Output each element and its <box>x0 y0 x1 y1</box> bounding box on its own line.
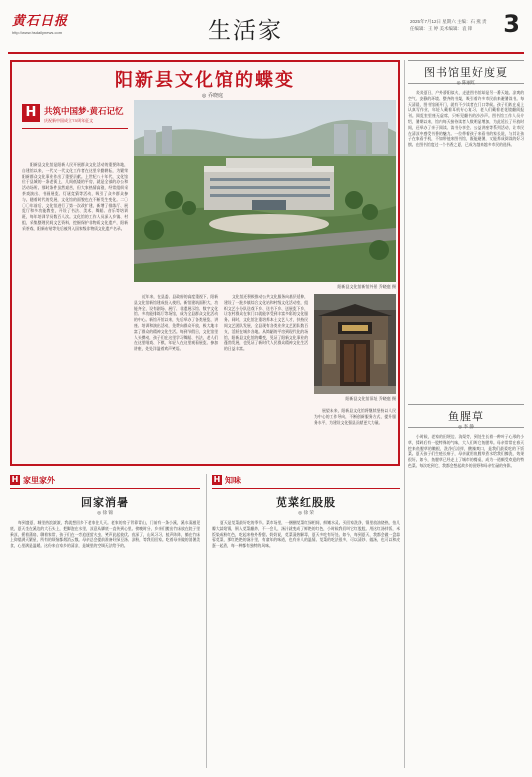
feature-body-col4: 展望未来，阳新县文化馆将继续坚持以人民为中心的工作导向，不断创新服务方式，提升服务水平，为建设文化强县贡献更大力量。 <box>314 408 396 425</box>
library-article-body: 炎炎夏日，户外骄阳似火，走进图书馆却是另一番天地。凉爽的空气、安静的环境、整齐的书架，吸引着许多市民前来避暑读书。每天清晨，图书馆刚开门，就有不少读者在门口等候。孩子们趴在桌上认真写作业，年轻人戴着耳机专心复习，老人们戴着老花镜翻阅报刊。阅览室里座无虚席，只听见翻书的沙沙声。图书馆工作人员介绍，暑期以来，馆内每天接待读者人数明显增加，为此延长了开放时间，还举办了亲子阅读、读书分享会、公益讲座等系列活动，让市民在清凉中感受书香的魅力。一位带着孩子来看书的家长说，与其让孩子在家看手机，不如带他来图书馆，既能避暑，又能养成阅读的好习惯。在图书馆度过一个书香之夏，已成为越来越多市民的选择。 <box>408 90 524 148</box>
section-h-icon: H <box>11 475 19 484</box>
feature-article <box>10 60 400 466</box>
old-building-photo-image <box>314 294 396 394</box>
feature-photo-new-building <box>134 100 396 282</box>
section-label-text: 家里家外 <box>23 474 55 485</box>
section-label-taste <box>212 474 241 486</box>
library-article-byline: ◎ 陈丽红 <box>456 81 476 86</box>
feature-body-col2: 近年来，在县委、县政府的高度重视下，阳新县文化馆新馆建成投入使用。新馆建筑面积大，功能齐全，设有剧场、展厅、非遗展示馆、数字文化馆、多功能排练厅等场馆，成为全县群众文化活动的中心。新馆开馆以来，先后举办了各类展览、讲座、培训和演出活动，免费向群众开放，极大地丰富了群众的精神文化生活。每到节假日，文化馆里人头攒动，孩子们在这里学习舞蹈、书法，老人们在这里唱戏、下棋，年轻人在这里观看展览、参加讲座，处处洋溢着欢声笑语。 <box>134 294 218 352</box>
column-tag-subtitle: 庆祝新中国成立75周年征文 <box>44 118 94 123</box>
amaranth-article-byline: ◎ 徐 荣 <box>298 511 314 516</box>
section-label-text: 知味 <box>225 474 241 485</box>
home-article-body: 每到盛夏，城里热浪滚滚，我就想回乡下老家住几天。老家的房子背靠青山，门前有一条小溪，溪水清澈见底，夏天坐在溪边的大石头上，把脚泡在水里，凉意从脚底一直传到心里。傍晚时分，乡亲们搬出竹床放在院子里乘凉，摇着蒲扇，聊着家常，孩子们在一旁追逐萤火虫，笑声此起彼伏。夜深了，山风习习，蛙声阵阵，躺在竹床上仰望满天繁星，所有的烦恼都烟消云散。母亲总会提前准备好绿豆汤、凉粉，等我们回家。吃着母亲做的消暑美食，心里满是温暖。这份来自家乡的清凉，是城里的空调无法给予的。 <box>10 520 200 549</box>
amaranth-article-title: 苋菜红股股 <box>276 496 336 509</box>
column-separator <box>404 60 405 768</box>
section-rule <box>10 488 200 489</box>
amaranth-article-body: 夏天是苋菜最好吃的季节。菜市场里，一捆捆苋菜红绿相间，鲜嫩水灵。买回家洗净，锅里放油烧热，拍几瓣大蒜炝锅，倒入苋菜翻炒，不一会儿，汤汁就变成了鲜艳的红色，小时候我们叫它红股股。用这红汤拌饭，米饭染成粉红色，吃起来格外香甜。奶奶说，苋菜清热解毒，夏天多吃有好处。如今，每到夏天，我都会做一盘蒜蓉苋菜，那红艳艳的汤汁里，有童年的味道，也有亲人的温情。苋菜的吃法很多，可以清炒、做汤，也可以和皮蛋一起煮，每一种都有独特的风味。 <box>212 520 400 549</box>
feature-body-col3: 文化馆还积极推动公共文化服务向基层延伸，建设了一批乡镇综合文化站和村级文化活动室，组织文艺小分队送戏下乡、送书下乡、送展览下乡，让农村群众在家门口就能享受到丰富多彩的文化服务。同时，文化馆注重培养本土文艺人才，扶持民间文艺团队发展，全县现有各类业余文艺团队数百支，活跃在城乡各地。从简陋的平房到现代化的场馆，阳新县文化馆的蝶变，见证了阳新文化事业的蓬勃发展，也见证了新时代人民群众精神文化生活的日益丰富。 <box>224 294 308 352</box>
issue-info: 2025年7月12日 星期六 主编：石 燕 责任编辑：王 婷 美术编辑：袁 锋 <box>410 19 487 31</box>
yuxingcao-article-byline: ◎ 李 静 <box>458 425 474 430</box>
home-article-byline: ◎ 徐 锦 <box>97 511 113 516</box>
section-h-icon: H <box>213 475 221 484</box>
section-rule <box>212 488 400 489</box>
column-tag-rule <box>22 128 128 129</box>
newspaper-url: http://www.hsdailynews.com <box>12 30 63 35</box>
column-tag-title: 共筑中国梦·黄石记忆 <box>44 107 124 117</box>
feature-photo-old-building <box>314 294 396 394</box>
feature-headline: 阳新县文化馆的蝶变 <box>115 70 295 91</box>
feature-photo1-caption: 阳新县文化馆新馆外景 乔晓庭 摄 <box>337 284 396 289</box>
feature-byline: ◎ 乔晓庭 <box>202 93 223 99</box>
section-label-home <box>10 474 55 486</box>
library-article-title: 图书馆里好度夏 <box>408 60 524 84</box>
yuxingcao-article-title: 鱼腥草 <box>408 404 524 428</box>
section-title: 生活家 <box>208 18 283 44</box>
newspaper-logo: 黄石日报 <box>12 14 69 29</box>
home-article-title: 回家消暑 <box>81 496 129 509</box>
masthead <box>8 6 524 50</box>
page-number: 3 <box>503 10 520 38</box>
yuxingcao-article-body: 小时候，老家的田埂边、沟渠旁，到处生长着一种叶子心形的小草，揉碎后有一股特殊的气味，大人们叫它鱼腥草。母亲常常在春天挖来鱼腥草的嫩根，洗净后凉拌，酸辣爽口，是我们最爱吃的下饭菜。夏天孩子们生疮长痱子，母亲就用鱼腥草煮水给我们擦洗，效果很好。如今，鱼腥草已经走上了城市的餐桌，成为一道颇受欢迎的特色菜。每次吃到它，我都会想起故乡的田野和母亲忙碌的身影。 <box>408 434 524 468</box>
feature-photo2-caption: 阳新县文化馆旧址 乔晓庭 摄 <box>345 396 396 401</box>
column-separator <box>206 474 207 768</box>
masthead-rule <box>8 52 524 54</box>
aerial-photo-image <box>134 100 396 282</box>
column-h-icon: H <box>22 104 40 122</box>
column-tag <box>22 100 130 156</box>
right-column <box>408 60 524 768</box>
feature-body-col1: 阳新县文化馆是阳新人民开展群众文化活动的重要阵地，自建馆以来，一代又一代文化工作者在这里辛勤耕耘，为繁荣阳新群众文化事业作出了重要贡献。上世纪八十年代，文化馆位于县城的一条老街上，几间低矮的平房，就是全部的办公和活动场所。那时条件虽然艰苦，但大家热情高涨，经常组织采茶戏演出、书画展览、灯谜竞猜等活动，吸引了众多群众参与。随着时代的发展，文化馆的面貌也在不断发生变化。二〇〇〇年前后，文化馆进行了第一次改扩建，新增了排练厅、展览厅和多功能教室，开设了书法、美术、舞蹈、音乐等培训班，每年培训学员数百人次。文化馆的工作人员深入乡镇、村组，采集整理民间文艺资料，挖掘保护非物质文化遗产，阳新采茶戏、阳新布贴等先后被列入国家级非物质文化遗产名录。 <box>22 162 128 231</box>
